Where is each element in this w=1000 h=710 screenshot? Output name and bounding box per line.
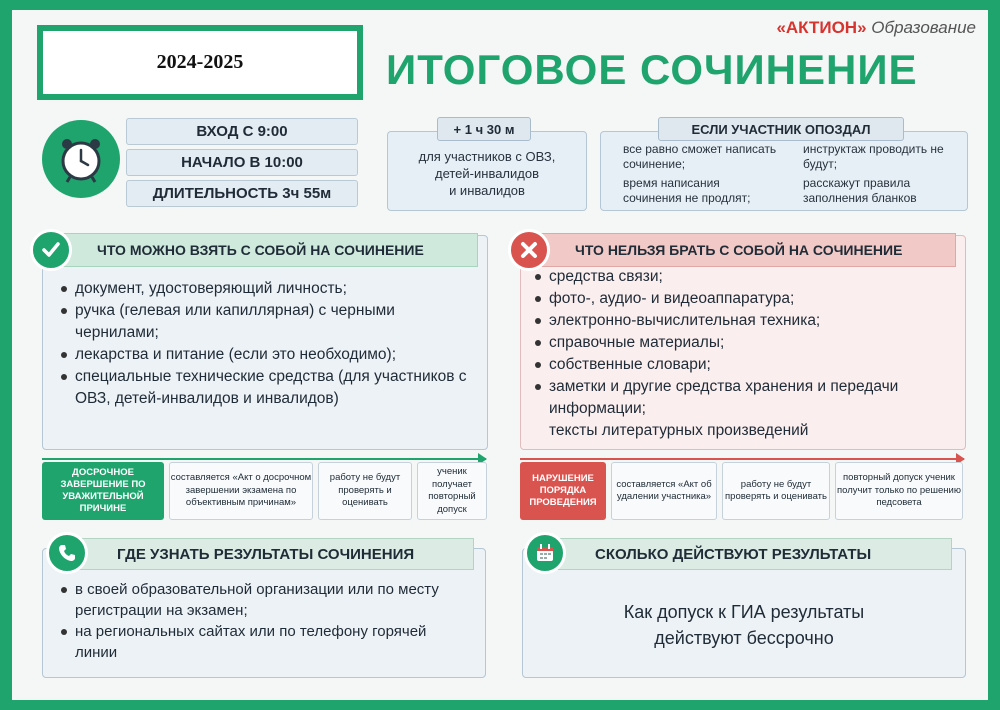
forbidden-item: фото-, аудио- и видеоаппаратура; (531, 288, 953, 310)
early-exit-step: ученик получает повторный допуск (417, 462, 487, 520)
late-left-list (611, 142, 781, 206)
allowed-item: лекарства и питание (если это необходимо); (57, 344, 473, 366)
forbidden-item: электронно-вычислительная техника; (531, 310, 953, 332)
late-right-list (791, 142, 961, 206)
forbidden-item: средства связи; (531, 266, 953, 288)
results-validity-title: СКОЛЬКО ДЕЙСТВУЮТ РЕЗУЛЬТАТЫ (540, 538, 952, 570)
late-item: расскажут правила заполнения бланков (803, 176, 917, 205)
forbidden-title: ЧТО НЕЛЬЗЯ БРАТЬ С СОБОЙ НА СОЧИНЕНИЕ (520, 233, 956, 267)
page-title: ИТОГОВОЕ СОЧИНЕНИЕ (386, 46, 918, 93)
early-exit-step: работу не будут проверять и оценивать (318, 462, 412, 520)
phone-icon (46, 532, 88, 574)
late-title: ЕСЛИ УЧАСТНИК ОПОЗДАЛ (658, 117, 904, 141)
forbidden-item: справочные материалы; (531, 332, 953, 354)
validity-line2: действуют бессрочно (654, 628, 834, 648)
early-exit-label: ДОСРОЧНОЕ ЗАВЕРШЕНИЕ ПО УВАЖИТЕЛЬНОЙ ПРИЧИНЕ (42, 462, 164, 520)
entry-time: ВХОД С 9:00 (126, 118, 358, 145)
violation-arrow (520, 458, 964, 460)
brand-accent: «АКТИОН» (776, 18, 867, 37)
cross-icon (508, 229, 550, 271)
allowed-item: документ, удостоверяющий личность; (57, 278, 473, 300)
duration: ДЛИТЕЛЬНОСТЬ 3ч 55м (126, 180, 358, 207)
allowed-panel (42, 235, 488, 450)
year-box (37, 25, 363, 100)
forbidden-item: тексты литературных произведений (549, 422, 809, 439)
violation-step: составляется «Акт об удалении участника» (611, 462, 717, 520)
forbidden-panel (520, 235, 966, 450)
extra-time-line1: для участников с ОВЗ, (418, 149, 556, 164)
year-label: 2024-2025 (156, 51, 244, 73)
forbidden-item: заметки и другие средства хранения и передачи информации; (531, 376, 953, 420)
extra-time-card (387, 131, 587, 211)
late-item: инструктаж проводить не будут; (803, 142, 944, 171)
extra-time-line3: и инвалидов (449, 183, 525, 198)
violation-label: НАРУШЕНИЕ ПОРЯДКА ПРОВЕДЕНИЯ (520, 462, 606, 520)
extra-time-line2: детей-инвалидов (434, 166, 539, 181)
start-time: НАЧАЛО В 10:00 (126, 149, 358, 176)
check-icon (30, 229, 72, 271)
validity-line1: Как допуск к ГИА результаты (623, 602, 865, 622)
allowed-item: специальные технические средства (для участников с ОВЗ, детей-инвалидов и инвалидов) (57, 366, 473, 410)
allowed-item: ручка (гелевая или капиллярная) с черными чернилами; (57, 300, 473, 344)
allowed-title: ЧТО МОЖНО ВЗЯТЬ С СОБОЙ НА СОЧИНЕНИЕ (42, 233, 478, 267)
brand-logo (776, 18, 976, 38)
late-item: все равно сможет написать сочинение; (623, 142, 777, 171)
late-card (600, 131, 968, 211)
brand-name: Образование (871, 18, 976, 37)
violation-step: работу не будут проверять и оценивать (722, 462, 830, 520)
extra-time-badge: + 1 ч 30 м (437, 117, 531, 141)
early-exit-step: составляется «Акт о досрочном завершении экзамена по объективным причинам» (169, 462, 313, 520)
violation-step: повторный допуск ученик получит только по решению педсовета (835, 462, 963, 520)
results-where-item: в своей образовательной организации или по месту регистрации на экзамен; (57, 579, 471, 621)
results-where-title: ГДЕ УЗНАТЬ РЕЗУЛЬТАТЫ СОЧИНЕНИЯ (62, 538, 474, 570)
calendar-icon (524, 532, 566, 574)
early-exit-arrow (42, 458, 486, 460)
late-item: время написания сочинения не продлят; (623, 176, 751, 205)
alarm-clock-icon (42, 120, 120, 198)
results-where-item: на региональных сайтах или по телефону горячей линии (57, 621, 471, 663)
forbidden-item: собственные словари; (531, 354, 953, 376)
